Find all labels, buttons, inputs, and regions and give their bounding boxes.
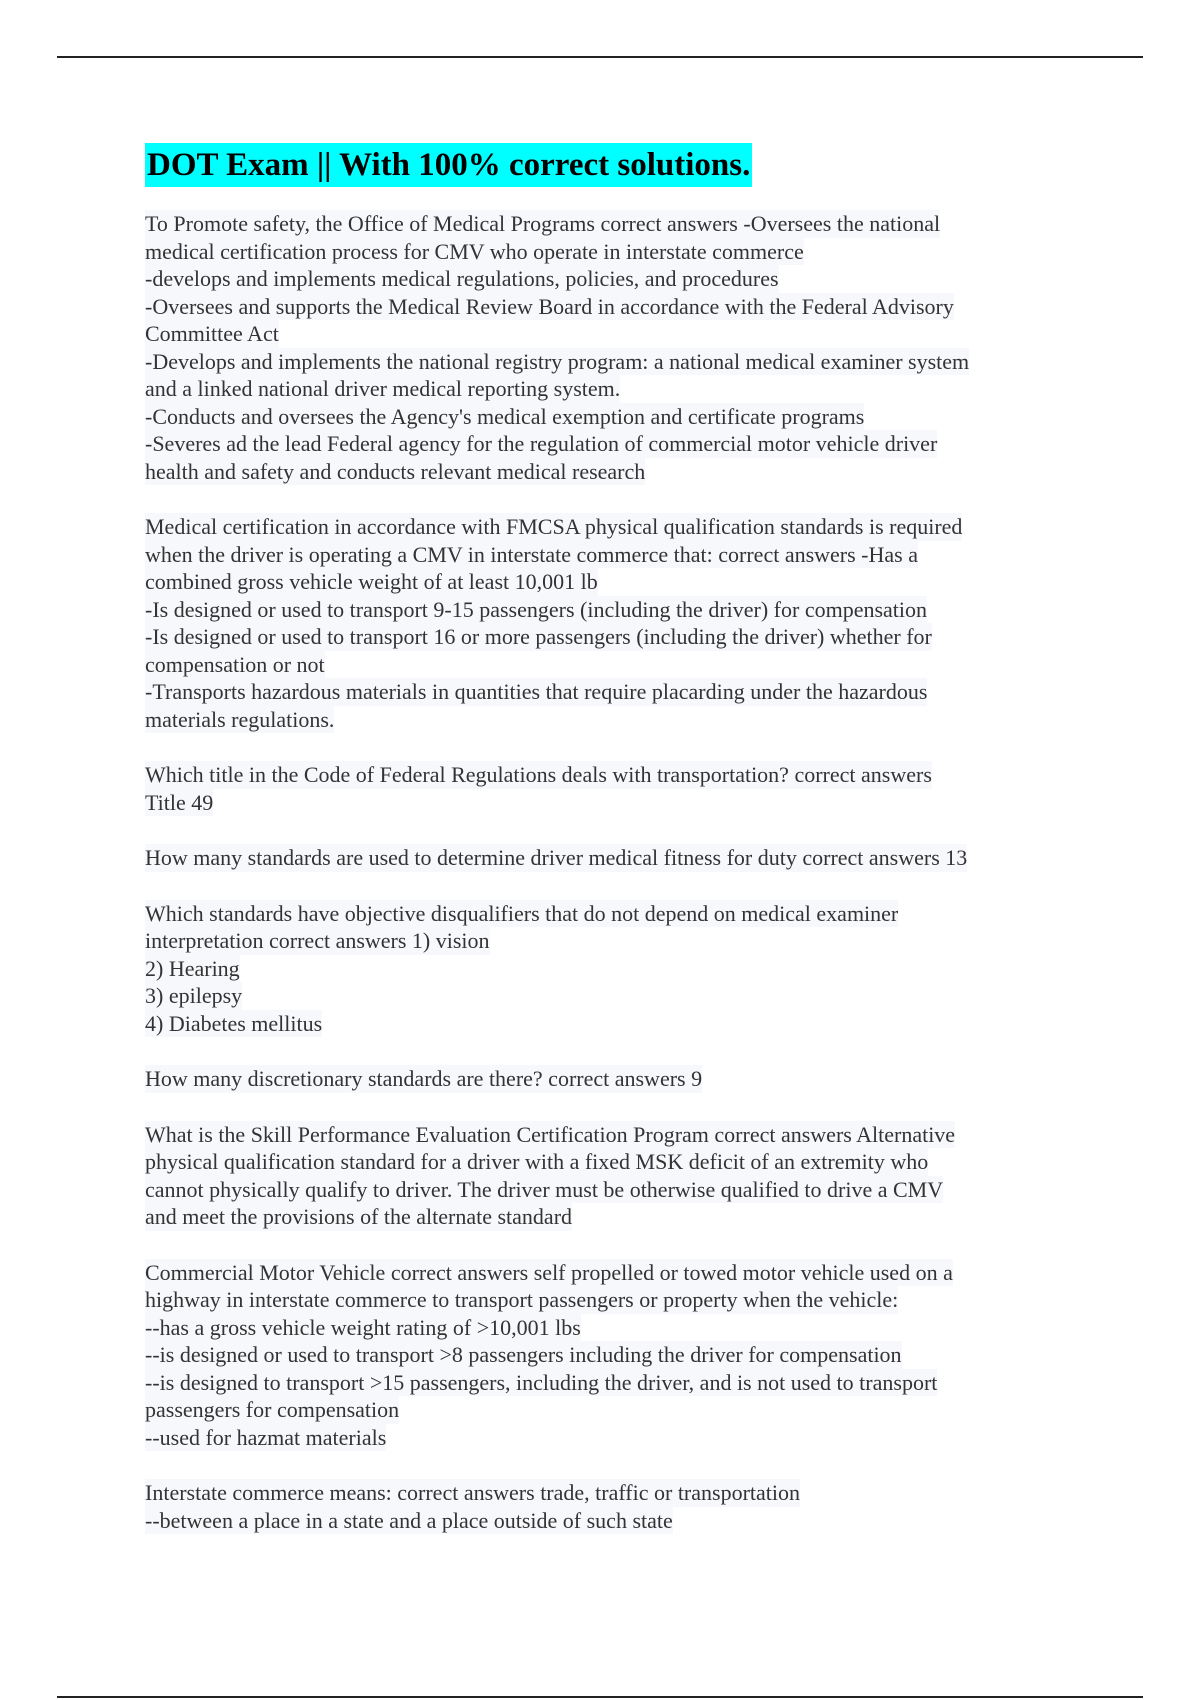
qa-line: health and safety and conducts relevant medical research bbox=[145, 458, 646, 484]
qa-item bbox=[145, 761, 1065, 816]
qa-line: -Oversees and supports the Medical Review Board in accordance with the Federal Advisory bbox=[145, 293, 954, 319]
qa-line: physical qualification standard for a driver with a fixed MSK deficit of an extremity who bbox=[145, 1149, 929, 1174]
qa-line: and meet the provisions of the alternate standard bbox=[145, 1204, 573, 1229]
qa-line: cannot physically qualify to driver. The driver must be otherwise qualified to drive a CMV bbox=[145, 1176, 944, 1202]
qa-line: Committee Act bbox=[145, 321, 279, 346]
qa-line: passengers for compensation bbox=[145, 1397, 400, 1422]
qa-line: interpretation correct answers 1) vision bbox=[145, 928, 490, 953]
qa-line: --has a gross vehicle weight rating of >10,001 lbs bbox=[145, 1314, 581, 1340]
qa-line: How many discretionary standards are there? correct answers 9 bbox=[145, 1066, 703, 1091]
qa-list bbox=[145, 210, 1065, 1534]
qa-item bbox=[145, 1065, 1065, 1093]
qa-line: Which title in the Code of Federal Regulations deals with transportation? correct answers bbox=[145, 762, 932, 787]
qa-line: when the driver is operating a CMV in interstate commerce that: correct answers -Has a bbox=[145, 541, 918, 567]
qa-line: --used for hazmat materials bbox=[145, 1424, 387, 1450]
qa-line: -Develops and implements the national registry program: a national medical examiner system bbox=[145, 348, 970, 374]
qa-item bbox=[145, 844, 1065, 872]
qa-line: How many standards are used to determine driver medical fitness for duty correct answers 13 bbox=[145, 845, 968, 870]
qa-line: medical certification process for CMV who operate in interstate commerce bbox=[145, 238, 804, 264]
qa-item bbox=[145, 210, 1065, 485]
qa-item bbox=[145, 900, 1065, 1038]
qa-line: highway in interstate commerce to transport passengers or property when the vehicle: bbox=[145, 1287, 899, 1312]
qa-line: -Conducts and oversees the Agency's medical exemption and certificate programs bbox=[145, 403, 865, 429]
qa-line: 3) epilepsy bbox=[145, 983, 243, 1008]
qa-line: compensation or not bbox=[145, 651, 325, 677]
qa-item bbox=[145, 1121, 1065, 1231]
qa-item bbox=[145, 513, 1065, 733]
document-page bbox=[145, 143, 1065, 1562]
document-title: DOT Exam || With 100% correct solutions. bbox=[145, 143, 752, 187]
qa-item bbox=[145, 1259, 1065, 1452]
qa-line: -Is designed or used to transport 9-15 passengers (including the driver) for compensation bbox=[145, 596, 928, 622]
qa-line: and a linked national driver medical reporting system. bbox=[145, 376, 621, 401]
qa-line: Medical certification in accordance with FMCSA physical qualification standards is required bbox=[145, 514, 963, 539]
qa-line: What is the Skill Performance Evaluation Certification Program correct answers Alternative bbox=[145, 1121, 956, 1147]
qa-line: --is designed or used to transport >8 passengers including the driver for compensation bbox=[145, 1342, 902, 1367]
qa-line: -develops and implements medical regulations, policies, and procedures bbox=[145, 266, 779, 291]
qa-line: --between a place in a state and a place outside of such state bbox=[145, 1507, 673, 1533]
qa-line: 4) Diabetes mellitus bbox=[145, 1010, 323, 1036]
qa-line: combined gross vehicle weight of at least 10,001 lb bbox=[145, 569, 598, 594]
qa-line: Title 49 bbox=[145, 789, 214, 815]
qa-line: To Promote safety, the Office of Medical Programs correct answers -Oversees the national bbox=[145, 211, 941, 236]
bottom-rule bbox=[57, 1696, 1143, 1698]
qa-line: 2) Hearing bbox=[145, 955, 240, 981]
qa-line: Which standards have objective disqualifiers that do not depend on medical examiner bbox=[145, 900, 899, 926]
qa-line: -Severes ad the lead Federal agency for the regulation of commercial motor vehicle driver bbox=[145, 431, 938, 456]
top-rule bbox=[57, 56, 1143, 58]
qa-line: --is designed to transport >15 passengers, including the driver, and is not used to transport bbox=[145, 1369, 938, 1395]
qa-line: Commercial Motor Vehicle correct answers self propelled or towed motor vehicle used on a bbox=[145, 1259, 953, 1285]
qa-line: materials regulations. bbox=[145, 706, 335, 732]
qa-item bbox=[145, 1479, 1065, 1534]
qa-line: Interstate commerce means: correct answers trade, traffic or transportation bbox=[145, 1480, 801, 1505]
qa-line: -Transports hazardous materials in quantities that require placarding under the hazardous bbox=[145, 679, 928, 704]
qa-line: -Is designed or used to transport 16 or more passengers (including the driver) whether for bbox=[145, 624, 932, 649]
